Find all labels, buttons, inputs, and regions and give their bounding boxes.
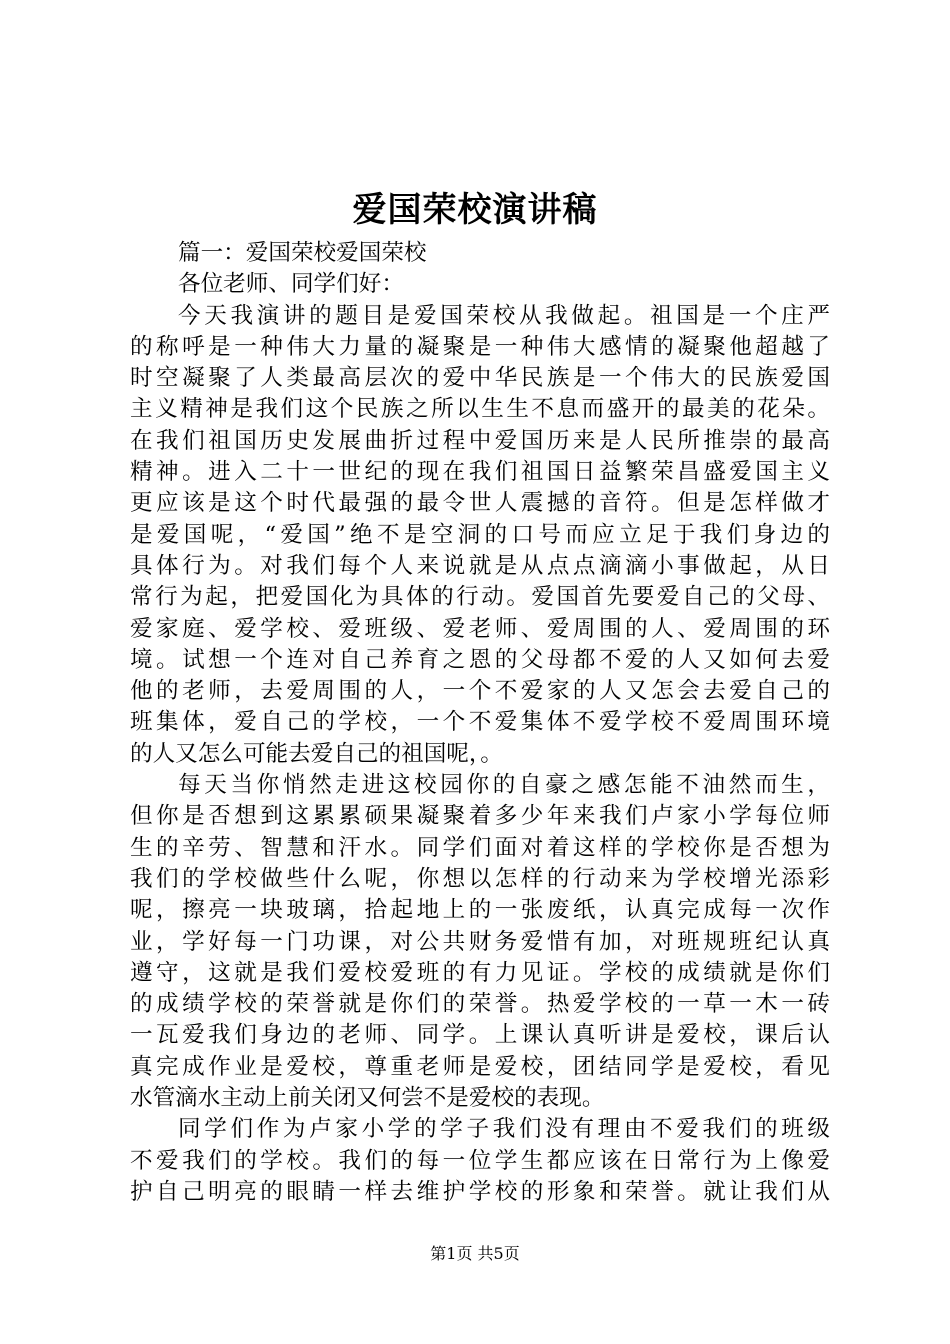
body-line: 同学们作为卢家小学的学子我们没有理由不爱我们的班级 [178, 1116, 830, 1143]
body-line: 具体行为。对我们每个人来说就是从点点滴滴小事做起，从日 [130, 552, 830, 579]
body-line: 水管滴水主动上前关闭又何尝不是爱校的表现。 [130, 1085, 605, 1112]
body-line: 精神。进入二十一世纪的现在我们祖国日益繁荣昌盛爱国主义 [130, 459, 830, 486]
body-line: 爱家庭、爱学校、爱班级、爱老师、爱周围的人、爱周围的环 [130, 615, 830, 642]
body-line: 不爱我们的学校。我们的每一位学生都应该在日常行为上像爱 [130, 1147, 830, 1174]
body-line: 每天当你悄然走进这校园你的自豪之感怎能不油然而生， [178, 772, 830, 799]
body-line: 生的辛劳、智慧和汗水。同学们面对着这样的学校你是否想为 [130, 834, 830, 861]
body-line: 主义精神是我们这个民族之所以生生不息而盛开的最美的花朵。 [130, 396, 830, 423]
body-line: 呢，擦亮一块玻璃，拾起地上的一张废纸，认真完成每一次作 [130, 897, 830, 924]
body-line: 但你是否想到这累累硕果凝聚着多少年来我们卢家小学每位师 [130, 803, 830, 830]
document-title: 爱国荣校演讲稿 [352, 190, 598, 230]
body-line: 他的老师，去爱周围的人，一个不爱家的人又怎会去爱自己的 [130, 678, 830, 705]
body-line: 的成绩学校的荣誉就是你们的荣誉。热爱学校的一草一木一砖 [130, 991, 830, 1018]
document-body [130, 238, 830, 1208]
body-line: 是爱国呢，“爱国”绝不是空洞的口号而应立足于我们身边的 [130, 521, 830, 548]
body-line: 真完成作业是爱校，尊重老师是爱校，团结同学是爱校，看见 [130, 1053, 830, 1080]
body-line: 更应该是这个时代最强的最令世人震撼的音符。但是怎样做才 [130, 490, 830, 517]
body-line: 境。试想一个连对自己养育之恩的父母都不爱的人又如何去爱 [130, 646, 830, 673]
page-number: 第1页 共5页 [430, 1244, 520, 1263]
body-line: 常行为起，把爱国化为具体的行动。爱国首先要爱自己的父母、 [130, 584, 830, 611]
body-line: 时空凝聚了人类最高层次的爱中华民族是一个伟大的民族爱国 [130, 365, 830, 392]
body-line: 篇一：爱国荣校爱国荣校 [178, 240, 427, 266]
body-line: 的人又怎么可能去爱自己的祖国呢，。 [130, 740, 503, 767]
body-line: 班集体，爱自己的学校，一个不爱集体不爱学校不爱周围环境 [130, 709, 830, 736]
body-line: 护自己明亮的眼睛一样去维护学校的形象和荣誉。就让我们从 [130, 1178, 830, 1205]
body-line: 今天我演讲的题目是爱国荣校从我做起。祖国是一个庄严 [178, 302, 830, 329]
body-line: 各位老师、同学们好： [178, 271, 404, 298]
body-line: 一瓦爱我们身边的老师、同学。上课认真听讲是爱校，课后认 [130, 1022, 830, 1049]
body-line: 我们的学校做些什么呢，你想以怎样的行动来为学校增光添彩 [130, 865, 830, 892]
body-line: 的称呼是一种伟大力量的凝聚是一种伟大感情的凝聚他超越了 [130, 333, 830, 360]
body-line: 遵守，这就是我们爱校爱班的有力见证。学校的成绩就是你们 [130, 959, 830, 986]
body-line: 业，学好每一门功课，对公共财务爱惜有加，对班规班纪认真 [130, 928, 830, 955]
body-line: 在我们祖国历史发展曲折过程中爱国历来是人民所推崇的最高 [130, 427, 830, 454]
